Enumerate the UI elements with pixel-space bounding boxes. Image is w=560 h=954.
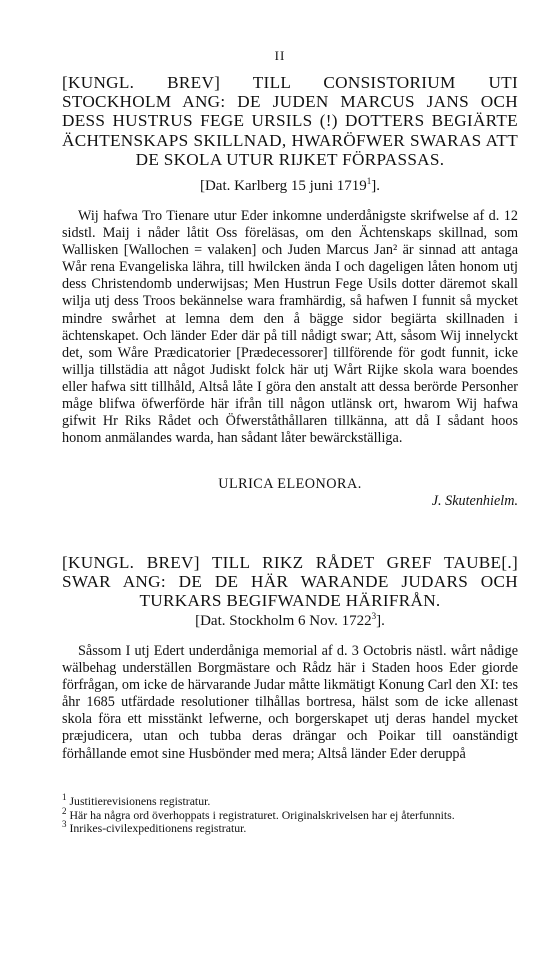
letter1-body: Wij hafwa Tro Tienare utur Eder inkomne underdånigste skrifwelse af d. 12 sidstl. Maij i nåder låtit Oss föreläsas, om den Ächtenskaps skillnad, som Wallisken [Wallochen = valaken] och Juden Marcus Jan² är sinnad att antaga Wår rena Evangeliska lähra, till hwilcken ända I och dageligen låten honom utj dess Christendomb underwijsas; Men Hustrun Fege Usils dotter däremot skall wilja utj dess Troos bekännelse wara framhärdig, så hafwen I funnit så mycket mindre swårhet at lemna dem den å bägge sidor begiärta skillnaden i ächtenskapet. Och länder Eder där på till nådigt swar; Att, såsom Wij innelyckt det, som Wåre Prædicatorier [Prædecessorer] tillförende för godt funnit, icke willja tillstädia att något Judiskt folck här utj Wårt Rijke skola wara boendes eller hafwa sitt tillhåld, Altså låte I göra den anstalt att dessa berörde Personher måge blifwa öfwerförde här ifrån till någon utlänsk ort, hwarom Wij hafwa gifwit Hr Riks Rådet och Öfwerståthållaren tillkänna, att då I sådant hoos honom anmälandes warda, han sådant låter bewärckställiga. [62,208,518,447]
letter2-heading: [KUNGL. BREV] TILL RIKZ RÅDET GREF TAUBE[.] SWAR ANG: DE DE HÄR WARANDE JUDARS OCH TURKARS BEGIFWANDE HÄRIFRÅN. [62,553,518,611]
letter2-dateline-end: ]. [376,613,385,629]
letter1-dateline-end: ]. [371,178,381,194]
letter2-body: Såssom I utj Edert underdåniga memorial af d. 3 Octobris nästl. wårt nådige wälbehag underställen Borgmästare och Rådz här i Staden hoos Eder giorde förfrågan, om icke de härvarande Judar måtte likmätigt Konung Carl den XI: tes åhr 1685 utfärdade resolutioner tilhållas bortresa, hälst som de icke allenast skola föra ett misstänkt lefwerne, och borgerskapet utj deras handel mycket præjudicera, utan och tubba deras drängar och Poikar till oanständigt förhållande emot sine Husbönder med mera; Altså länder Eder deruppå [62,643,518,762]
footnotes [62,792,518,836]
letter1-heading: [KUNGL. BREV] TILL CONSISTORIUM UTI STOCKHOLM ANG: DE JUDEN MARCUS JANS OCH DESS HUSTRUS FEGE URSILS (!) DOTTERS BEGIÄRTE ÄCHTENSKAPS SKILLNAD, HWARÖFWER SWARAS ATT DE SKOLA UTUR RIJKET FÖRPASSAS. [62,73,518,169]
page-number: II [274,48,286,63]
letter2-footnote-ref: 3 [371,611,377,621]
footnote-text: Justitierevisionens registratur. [69,794,211,808]
letter1-dateline [62,177,518,195]
letter1-dateline-text: [Dat. Karlberg 15 juni 1719 [199,178,367,194]
letter2-dateline-text: [Dat. Stockholm 6 Nov. 1722 [195,613,372,629]
letter1-footnote-ref: 1 [366,176,372,186]
footnote [62,792,518,809]
letter1-signature: ULRICA ELEONORA. [218,476,362,492]
footnote [62,819,518,836]
footnote-mark: 2 [62,805,67,816]
footnote-mark: 1 [62,792,67,803]
footnote-text: Inrikes-civilexpeditionens registratur. [69,821,247,836]
footnote-text: Här ha några ord överhoppats i registraturet. Originalskrivelsen har ej återfunnits. [69,807,455,822]
footnote-mark: 3 [62,819,67,830]
letter1-countersign: J. Skutenhielm. [431,493,518,509]
letter2-dateline [62,612,518,630]
